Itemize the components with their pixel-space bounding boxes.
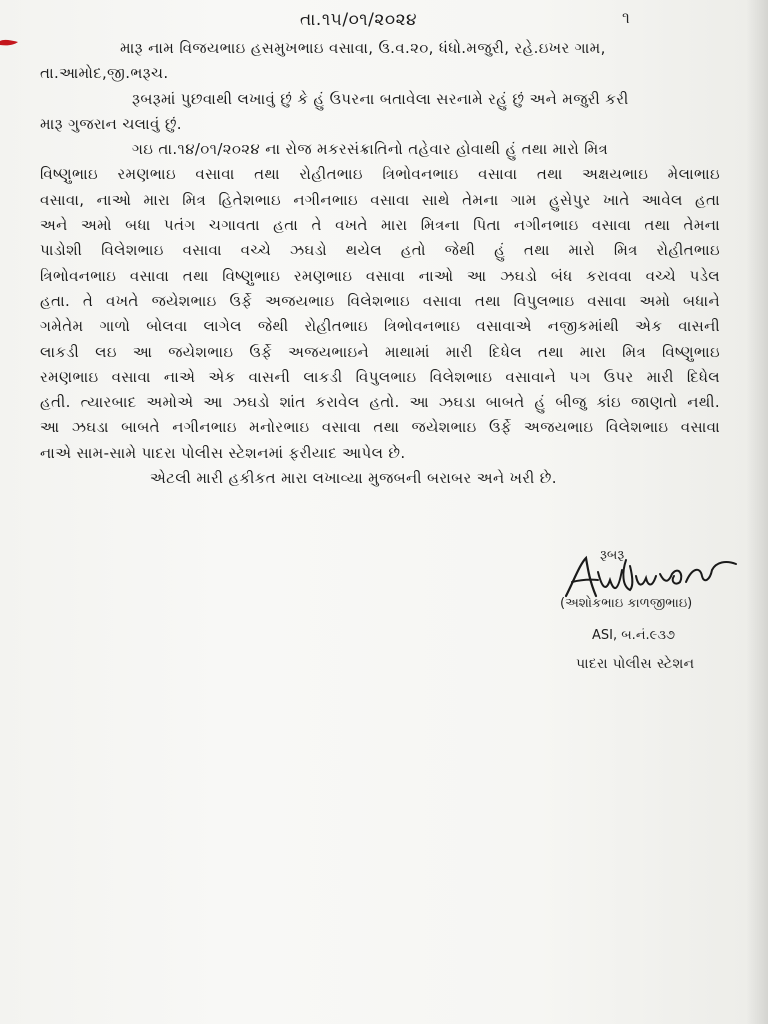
statement-line: પાડોશી વિલેશભાઇ વસાવા વચ્ચે ઝઘડો થયેલ હતો જેથી હું તથા મારો મિત્ર રોહીતભાઇ [40,241,720,260]
statement-line: રૂબરૂમાં પુછવાથી લખાવું છું કે હું ઉપરના બતાવેલા સરનામે રહું છું અને મજુરી કરી [132,89,629,108]
statement-line: રમણભાઇ વસાવા નાએ એક વાસની લાકડી વિપુલભાઇ વિલેશભાઇ વસાવાને પગ ઉપર મારી દિધેલ [40,367,720,386]
statement-line: લાકડી લઇ આ જયેશભાઇ ઉર્ફે અજયભાઇને માથામાં મારી દિધેલ તથા મારા મિત્ર વિષ્ણુભાઇ [40,342,720,361]
statement-line: વસાવા, નાઓ મારા મિત્ર હિતેશભાઇ નગીનભાઇ વસાવા સાથે તેમના ગામ હુસેપુર ખાતે આવેલ હતા [40,190,720,209]
statement-line: મારૂ નામ વિજયભાઇ હસમુખભાઇ વસાવા, ઉ.વ.૨૦, ધંધો.મજુરી, રહે.ઇખર ગામ, [120,39,606,57]
red-ink-mark [0,38,20,48]
statement-line: હતી. ત્યારબાદ અમોએ આ ઝઘડો શાંત કરાવેલ હતો. આ ઝઘડા બાબતે હું બીજુ કાંઇ જાણતો નથી. [40,393,720,412]
handwritten-signature [560,552,745,602]
police-station-name: પાદરા પોલીસ સ્ટેશન [576,656,695,672]
statement-line: ગમેતેમ ગાળો બોલવા લાગેલ જેથી રોહીતભાઇ ત્રિભોવનભાઇ વસાવાએ નજીકમાંથી એક વાસની [40,317,720,336]
statement-body [40,36,720,491]
statement-line: હતા. તે વખતે જયેશભાઇ ઉર્ફે અજયભાઇ વિલેશભાઇ વસાવા તથા વિપુલભાઇ વસાવા અમો બધાને [40,291,720,310]
page-edge-shadow [746,0,768,1024]
statement-line: અને અમો બધા પતંગ ચગાવતા હતા તે વખતે મારા મિત્રના પિતા નગીનભાઇ વસાવા તથા તેમના [40,216,720,235]
officer-name: (અશોકભાઇ કાળજીભાઇ) [560,596,693,611]
statement-line: તા.આમોદ,જી.ભરૂચ. [40,64,169,83]
statement-line: નાએ સામ-સામે પાદરા પોલીસ સ્ટેશનમાં ફરીયાદ આપેલ છે. [40,443,406,462]
statement-line: આ ઝઘડા બાબતે નગીનભાઇ મનોરભાઇ વસાવા તથા જયેશભાઇ ઉર્ફે અજયભાઇ વિલેશભાઇ વસાવા [40,418,720,437]
statement-line: ત્રિભોવનભાઇ વસાવા તથા વિષ્ણુભાઇ રમણભાઇ વસાવા નાઓ આ ઝઘડો બંધ કરાવવા વચ્ચે પડેલ [40,266,720,285]
officer-signature-block [540,548,740,688]
statement-line: ગઇ તા.૧૪/૦૧/૨૦૨૪ ના રોજ મકરસંક્રાતિનો તહેવાર હોવાથી હું તથા મારો મિત્ર [132,140,609,159]
statement-date: તા.૧૫/૦૧/૨૦૨૪ [300,10,418,30]
page-number: ૧ [622,8,630,27]
statement-line: વિષ્ણુભાઇ રમણભાઇ વસાવા તથા રોહીતભાઇ ત્રિભોવનભાઇ વસાવા તથા અક્ષયભાઇ મેલાભાઇ [40,165,720,184]
signature-label: રૂબરૂ [600,548,625,563]
officer-rank: ASI, બ.નં.૯૩૭ [592,628,676,643]
statement-line: મારૂ ગુજરાન ચલાવું છું. [40,114,182,133]
statement-closing-line: એટલી મારી હકીકત મારા લખાવ્યા મુજબની બરાબર અને ખરી છે. [150,469,557,488]
